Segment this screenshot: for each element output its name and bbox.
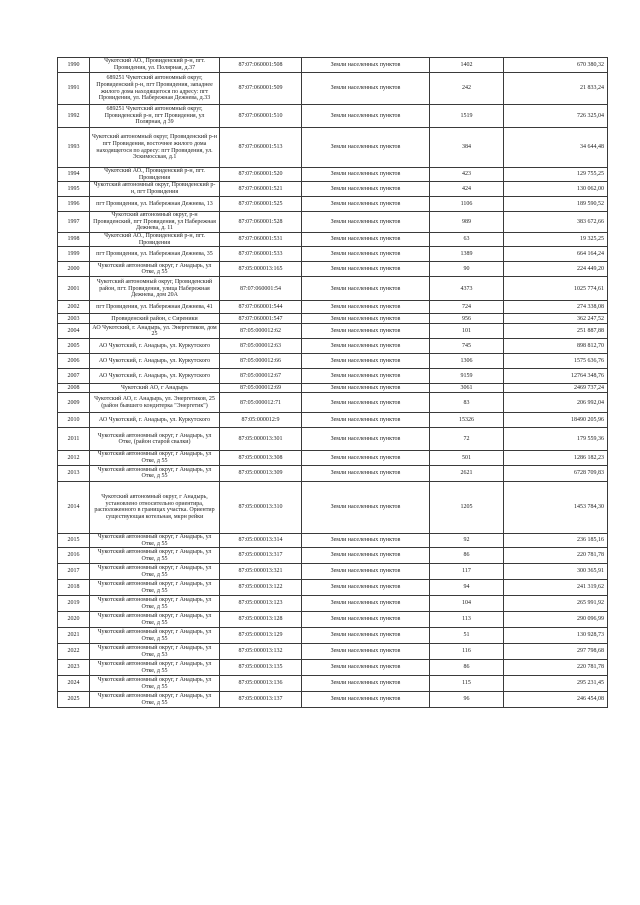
- table-row: [58, 196, 608, 211]
- address-cell: Чукотский автономный округ, Провиденский район, пгт. Провидения, улица Набережная Дежнева, дом 20А: [90, 277, 220, 301]
- cadastral-value-cell: 274 338,08: [504, 301, 608, 314]
- address-cell: Чукотский автономный округ, г Анадырь, установлено относительно ориентира, расположенного в границах участка. Ориентир существующая котельная, мкрн рейки: [90, 481, 220, 533]
- land-category-cell: Земли населенных пунктов: [302, 233, 430, 247]
- cadastral-number-cell: 87:07:060001:531: [220, 233, 302, 247]
- address-cell: АО Чукотский, г. Анадырь, ул. Куркутского: [90, 369, 220, 384]
- row-number: 2009: [58, 393, 90, 413]
- area-cell: 94: [430, 580, 504, 596]
- table-row: [58, 314, 608, 324]
- row-number: 2018: [58, 580, 90, 596]
- table-row: [58, 105, 608, 128]
- address-cell: пгт Провидения, ул. Набережная Дежнева, 13: [90, 196, 220, 211]
- cadastral-value-cell: 34 644,48: [504, 128, 608, 168]
- cadastral-value-cell: 241 319,62: [504, 580, 608, 596]
- area-cell: 724: [430, 301, 504, 314]
- row-number: 2016: [58, 548, 90, 564]
- row-number: 1992: [58, 105, 90, 128]
- cadastral-value-cell: 664 164,24: [504, 247, 608, 262]
- row-number: 2020: [58, 612, 90, 628]
- row-number: 2021: [58, 628, 90, 644]
- land-category-cell: Земли населенных пунктов: [302, 393, 430, 413]
- table-row: [58, 612, 608, 628]
- row-number: 1996: [58, 196, 90, 211]
- cadastral-number-cell: 87:07:060001:54: [220, 277, 302, 301]
- row-number: 2007: [58, 369, 90, 384]
- cadastral-number-cell: 87:05:000013:301: [220, 428, 302, 451]
- table-row: [58, 354, 608, 369]
- area-cell: 86: [430, 660, 504, 676]
- cadastral-number-cell: 87:05:000013:132: [220, 644, 302, 660]
- table-row: [58, 564, 608, 580]
- cadastral-value-cell: 898 812,70: [504, 339, 608, 354]
- cadastral-number-cell: 87:05:000013:310: [220, 481, 302, 533]
- address-cell: Чукотский автономный округ, г Анадырь, ул Отке, д 55: [90, 548, 220, 564]
- area-cell: 101: [430, 324, 504, 339]
- area-cell: 72: [430, 428, 504, 451]
- cadastral-value-cell: 21 833,24: [504, 73, 608, 105]
- land-category-cell: Земли населенных пунктов: [302, 168, 430, 182]
- row-number: 2011: [58, 428, 90, 451]
- cadastral-value-cell: 362 247,52: [504, 314, 608, 324]
- address-cell: АО Чукотский, г. Анадырь, ул. Куркутского: [90, 354, 220, 369]
- row-number: 2019: [58, 596, 90, 612]
- table-row: [58, 451, 608, 465]
- cadastral-value-cell: 1575 636,76: [504, 354, 608, 369]
- cadastral-number-cell: 87:05:000013:308: [220, 451, 302, 465]
- land-category-cell: Земли населенных пунктов: [302, 451, 430, 465]
- area-cell: 1205: [430, 481, 504, 533]
- land-category-cell: Земли населенных пунктов: [302, 211, 430, 232]
- area-cell: 86: [430, 548, 504, 564]
- table-body: [58, 58, 608, 708]
- cadastral-number-cell: 87:07:060001:513: [220, 128, 302, 168]
- row-number: 2002: [58, 301, 90, 314]
- address-cell: пгт Провидения, ул. Набережная Дежнева, 35: [90, 247, 220, 262]
- area-cell: 4373: [430, 277, 504, 301]
- table-row: [58, 596, 608, 612]
- cadastral-number-cell: 87:05:000013:123: [220, 596, 302, 612]
- land-category-cell: Земли населенных пунктов: [302, 301, 430, 314]
- cadastral-number-cell: 87:07:060001:528: [220, 211, 302, 232]
- address-cell: Чукотский автономный округ, г Анадырь, ул Отке, д 55: [90, 596, 220, 612]
- row-number: 1999: [58, 247, 90, 262]
- row-number: 2013: [58, 465, 90, 481]
- land-category-cell: Земли населенных пунктов: [302, 481, 430, 533]
- cadastral-number-cell: 87:05:000013:317: [220, 548, 302, 564]
- address-cell: 689251 Чукотский автономный округ, Провиденский р-н, пгт Провидения, ул Полярная, д 39: [90, 105, 220, 128]
- address-cell: Чукотский автономный округ, г Анадырь, ул Отке, д 55: [90, 660, 220, 676]
- table-row: [58, 548, 608, 564]
- cadastral-number-cell: 87:05:000013:128: [220, 612, 302, 628]
- cadastral-number-cell: 87:05:000013:122: [220, 580, 302, 596]
- area-cell: 117: [430, 564, 504, 580]
- land-category-cell: Земли населенных пунктов: [302, 692, 430, 708]
- land-category-cell: Земли населенных пунктов: [302, 676, 430, 692]
- table-row: [58, 339, 608, 354]
- row-number: 2008: [58, 384, 90, 393]
- table-row: [58, 676, 608, 692]
- table-row: [58, 393, 608, 413]
- cadastral-value-cell: 129 755,25: [504, 168, 608, 182]
- row-number: 2014: [58, 481, 90, 533]
- address-cell: Чукотский автономный округ, г Анадырь, ул Отке, д 55: [90, 564, 220, 580]
- cadastral-number-cell: 87:05:000013:321: [220, 564, 302, 580]
- row-number: 1994: [58, 168, 90, 182]
- area-cell: 242: [430, 73, 504, 105]
- table-row: [58, 301, 608, 314]
- row-number: 2005: [58, 339, 90, 354]
- area-cell: 104: [430, 596, 504, 612]
- land-category-cell: Земли населенных пунктов: [302, 628, 430, 644]
- table-row: [58, 73, 608, 105]
- land-plots-table: [57, 57, 608, 708]
- land-category-cell: Земли населенных пунктов: [302, 182, 430, 196]
- area-cell: 3061: [430, 384, 504, 393]
- land-category-cell: Земли населенных пунктов: [302, 660, 430, 676]
- area-cell: 1389: [430, 247, 504, 262]
- cadastral-value-cell: 297 798,68: [504, 644, 608, 660]
- land-category-cell: Земли населенных пунктов: [302, 428, 430, 451]
- table-row: [58, 168, 608, 182]
- address-cell: Чукотский автономный округ, г Анадырь, ул Отке, д 55: [90, 628, 220, 644]
- land-category-cell: Земли населенных пунктов: [302, 277, 430, 301]
- cadastral-number-cell: 87:05:000012:63: [220, 339, 302, 354]
- cadastral-number-cell: 87:05:000012:9: [220, 413, 302, 428]
- land-category-cell: Земли населенных пунктов: [302, 58, 430, 73]
- area-cell: 1402: [430, 58, 504, 73]
- cadastral-number-cell: 87:05:000013:309: [220, 465, 302, 481]
- address-cell: Чукотский автономный округ, г Анадырь, ул Отке, д 55: [90, 262, 220, 277]
- address-cell: Чукотский автономный округ, г Анадырь, ул Отке, д 55: [90, 692, 220, 708]
- table-row: [58, 324, 608, 339]
- row-number: 2024: [58, 676, 90, 692]
- area-cell: 956: [430, 314, 504, 324]
- cadastral-value-cell: 189 590,52: [504, 196, 608, 211]
- row-number: 1998: [58, 233, 90, 247]
- cadastral-value-cell: 18490 205,96: [504, 413, 608, 428]
- cadastral-value-cell: 295 231,45: [504, 676, 608, 692]
- area-cell: 989: [430, 211, 504, 232]
- cadastral-number-cell: 87:07:060001:533: [220, 247, 302, 262]
- cadastral-number-cell: 87:07:060001:509: [220, 73, 302, 105]
- address-cell: АО Чукотский, г. Анадырь, ул. Куркутского: [90, 413, 220, 428]
- cadastral-number-cell: 87:07:060001:547: [220, 314, 302, 324]
- area-cell: 9159: [430, 369, 504, 384]
- cadastral-value-cell: 220 781,78: [504, 548, 608, 564]
- area-cell: 92: [430, 533, 504, 547]
- cadastral-number-cell: 87:07:060001:520: [220, 168, 302, 182]
- area-cell: 115: [430, 676, 504, 692]
- table-row: [58, 128, 608, 168]
- land-category-cell: Земли населенных пунктов: [302, 105, 430, 128]
- row-number: 2010: [58, 413, 90, 428]
- land-category-cell: Земли населенных пунктов: [302, 596, 430, 612]
- address-cell: Чукотский автономный округ, р-н Провиденский, пгт Провидения, ул Набережная Дежнева, д. 11: [90, 211, 220, 232]
- cadastral-number-cell: 87:05:000013:136: [220, 676, 302, 692]
- land-category-cell: Земли населенных пунктов: [302, 564, 430, 580]
- row-number: 2000: [58, 262, 90, 277]
- area-cell: 116: [430, 644, 504, 660]
- cadastral-value-cell: 130 928,73: [504, 628, 608, 644]
- table-row: [58, 233, 608, 247]
- land-category-cell: Земли населенных пунктов: [302, 354, 430, 369]
- cadastral-value-cell: 6728 709,83: [504, 465, 608, 481]
- land-category-cell: Земли населенных пунктов: [302, 644, 430, 660]
- row-number: 2025: [58, 692, 90, 708]
- row-number: 2023: [58, 660, 90, 676]
- row-number: 2015: [58, 533, 90, 547]
- cadastral-value-cell: 2469 737,24: [504, 384, 608, 393]
- table-row: [58, 384, 608, 393]
- cadastral-value-cell: 290 096,99: [504, 612, 608, 628]
- address-cell: Чукотский автономный округ, г Анадырь, ул Отке, д 55: [90, 612, 220, 628]
- cadastral-value-cell: 1453 784,30: [504, 481, 608, 533]
- land-category-cell: Земли населенных пунктов: [302, 247, 430, 262]
- cadastral-value-cell: 224 449,20: [504, 262, 608, 277]
- address-cell: Чукотский автономный округ, г Анадырь, ул Отке, (район старой свалки): [90, 428, 220, 451]
- table-row: [58, 533, 608, 547]
- table-row: [58, 692, 608, 708]
- area-cell: 83: [430, 393, 504, 413]
- table-row: [58, 262, 608, 277]
- land-category-cell: Земли населенных пунктов: [302, 612, 430, 628]
- address-cell: Чукотский АО, г. Анадырь, ул. Энергетиков, 25 (район бывшего кондитерка "Энергетик"): [90, 393, 220, 413]
- cadastral-number-cell: 87:05:000012:69: [220, 384, 302, 393]
- land-category-cell: Земли населенных пунктов: [302, 128, 430, 168]
- land-category-cell: Земли населенных пунктов: [302, 324, 430, 339]
- table-row: [58, 182, 608, 196]
- row-number: 2004: [58, 324, 90, 339]
- cadastral-value-cell: 670 380,32: [504, 58, 608, 73]
- area-cell: 2621: [430, 465, 504, 481]
- land-category-cell: Земли населенных пунктов: [302, 196, 430, 211]
- cadastral-value-cell: 179 559,36: [504, 428, 608, 451]
- address-cell: Чукотский автономный округ, г Анадырь, ул Отке, д 55: [90, 580, 220, 596]
- row-number: 1993: [58, 128, 90, 168]
- address-cell: Чукотский АО., Провиденский р-н, пгт. Провидения: [90, 168, 220, 182]
- cadastral-number-cell: 87:05:000013:314: [220, 533, 302, 547]
- address-cell: Чукотский АО., Провиденский р-н, пгт. Провидения, ул. Полярная, д.37: [90, 58, 220, 73]
- cadastral-number-cell: 87:05:000012:62: [220, 324, 302, 339]
- address-cell: Чукотский автономный округ, Провиденский р-н, пгт Провидения: [90, 182, 220, 196]
- area-cell: 745: [430, 339, 504, 354]
- cadastral-value-cell: 1286 182,23: [504, 451, 608, 465]
- cadastral-number-cell: 87:05:000013:137: [220, 692, 302, 708]
- cadastral-number-cell: 87:05:000013:165: [220, 262, 302, 277]
- table-row: [58, 660, 608, 676]
- cadastral-value-cell: 206 992,04: [504, 393, 608, 413]
- land-category-cell: Земли населенных пунктов: [302, 413, 430, 428]
- row-number: 2022: [58, 644, 90, 660]
- area-cell: 90: [430, 262, 504, 277]
- area-cell: 51: [430, 628, 504, 644]
- table-row: [58, 465, 608, 481]
- row-number: 2006: [58, 354, 90, 369]
- cadastral-number-cell: 87:05:000012:66: [220, 354, 302, 369]
- cadastral-value-cell: 300 365,91: [504, 564, 608, 580]
- address-cell: АО Чукотский, г. Анадырь, ул. Куркутского: [90, 339, 220, 354]
- cadastral-value-cell: 19 325,25: [504, 233, 608, 247]
- cadastral-value-cell: 265 991,92: [504, 596, 608, 612]
- address-cell: Провиденский район, с Сиреники: [90, 314, 220, 324]
- cadastral-number-cell: 87:07:060001:510: [220, 105, 302, 128]
- table-row: [58, 628, 608, 644]
- cadastral-number-cell: 87:05:000013:135: [220, 660, 302, 676]
- row-number: 1990: [58, 58, 90, 73]
- row-number: 1991: [58, 73, 90, 105]
- table-row: [58, 369, 608, 384]
- row-number: 2003: [58, 314, 90, 324]
- cadastral-value-cell: 383 672,66: [504, 211, 608, 232]
- cadastral-value-cell: 12764 348,76: [504, 369, 608, 384]
- address-cell: Чукотский автономный округ, г Анадырь, ул Отке, д 55: [90, 676, 220, 692]
- address-cell: Чукотский автономный округ, Провиденский р-н пгт Провидения, восточнее жилого дома находящегося по адресу: пгт Провидения, ул. Эскимосская, д.1: [90, 128, 220, 168]
- area-cell: 501: [430, 451, 504, 465]
- cadastral-value-cell: 130 062,00: [504, 182, 608, 196]
- row-number: 2012: [58, 451, 90, 465]
- cadastral-number-cell: 87:07:060001:525: [220, 196, 302, 211]
- area-cell: 424: [430, 182, 504, 196]
- area-cell: 1519: [430, 105, 504, 128]
- cadastral-number-cell: 87:07:060001:521: [220, 182, 302, 196]
- land-category-cell: Земли населенных пунктов: [302, 533, 430, 547]
- cadastral-value-cell: 220 781,78: [504, 660, 608, 676]
- area-cell: 15326: [430, 413, 504, 428]
- address-cell: Чукотский автономный округ, г Анадырь, ул Отке, д 53: [90, 644, 220, 660]
- cadastral-value-cell: 246 454,08: [504, 692, 608, 708]
- area-cell: 423: [430, 168, 504, 182]
- cadastral-number-cell: 87:07:060001:508: [220, 58, 302, 73]
- cadastral-value-cell: 1025 774,61: [504, 277, 608, 301]
- cadastral-value-cell: 251 887,88: [504, 324, 608, 339]
- table-row: [58, 247, 608, 262]
- area-cell: 1106: [430, 196, 504, 211]
- area-cell: 113: [430, 612, 504, 628]
- table-row: [58, 428, 608, 451]
- land-category-cell: Земли населенных пунктов: [302, 548, 430, 564]
- address-cell: Чукотский автономный округ, г Анадырь, ул Отке, д 55: [90, 465, 220, 481]
- land-category-cell: Земли населенных пунктов: [302, 339, 430, 354]
- address-cell: пгт Провидения, ул. Набережная Дежнева, 41: [90, 301, 220, 314]
- cadastral-number-cell: 87:05:000013:129: [220, 628, 302, 644]
- table-row: [58, 580, 608, 596]
- row-number: 2001: [58, 277, 90, 301]
- address-cell: Чукотский автономный округ, г Анадырь, ул Отке, д 55: [90, 533, 220, 547]
- land-category-cell: Земли населенных пунктов: [302, 580, 430, 596]
- address-cell: Чукотский АО., Провиденский р-н, пгт. Провидения: [90, 233, 220, 247]
- row-number: 2017: [58, 564, 90, 580]
- table-row: [58, 481, 608, 533]
- table-row: [58, 413, 608, 428]
- address-cell: 689251 Чукотский автономный округ, Провиденский р-н, пгт Провидения, западнее жилого дома находящегося по адресу: пгт Провидения, ул. Набережная Дежнева, д.33: [90, 73, 220, 105]
- area-cell: 63: [430, 233, 504, 247]
- land-category-cell: Земли населенных пунктов: [302, 369, 430, 384]
- cadastral-number-cell: 87:05:000012:67: [220, 369, 302, 384]
- address-cell: Чукотский автономный округ, г Анадырь, ул Отке, д 55: [90, 451, 220, 465]
- table-row: [58, 58, 608, 73]
- row-number: 1997: [58, 211, 90, 232]
- row-number: 1995: [58, 182, 90, 196]
- cadastral-value-cell: 726 325,04: [504, 105, 608, 128]
- land-category-cell: Земли населенных пунктов: [302, 73, 430, 105]
- land-category-cell: Земли населенных пунктов: [302, 262, 430, 277]
- area-cell: 1306: [430, 354, 504, 369]
- address-cell: АО Чукотский, г. Анадырь, ул. Энергетиков, дом 25: [90, 324, 220, 339]
- cadastral-number-cell: 87:05:000012:71: [220, 393, 302, 413]
- area-cell: 96: [430, 692, 504, 708]
- cadastral-number-cell: 87:07:060001:544: [220, 301, 302, 314]
- cadastral-value-cell: 236 185,16: [504, 533, 608, 547]
- area-cell: 384: [430, 128, 504, 168]
- table-row: [58, 211, 608, 232]
- land-category-cell: Земли населенных пунктов: [302, 465, 430, 481]
- table-row: [58, 277, 608, 301]
- land-category-cell: Земли населенных пунктов: [302, 314, 430, 324]
- address-cell: Чукотский АО, г Анадырь: [90, 384, 220, 393]
- land-category-cell: Земли населенных пунктов: [302, 384, 430, 393]
- table-row: [58, 644, 608, 660]
